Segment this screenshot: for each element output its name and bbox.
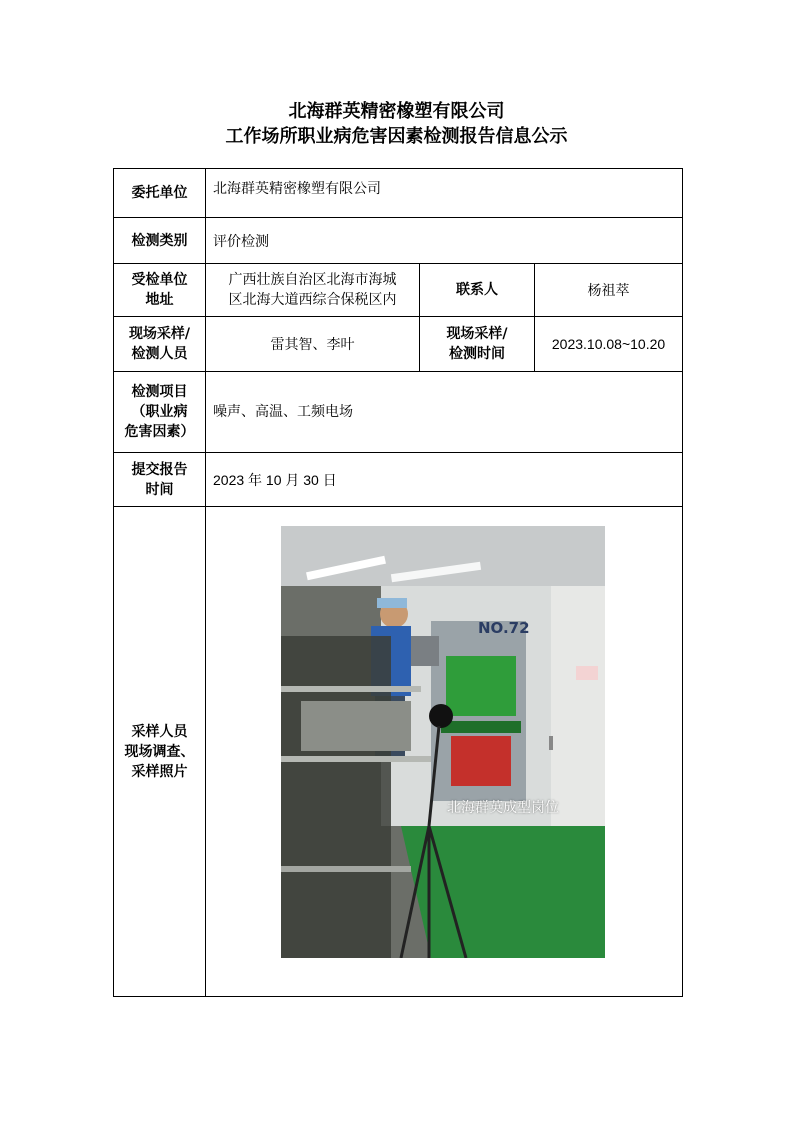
address-label-line1: 受检单位 [131, 272, 188, 288]
row-report-date [114, 453, 683, 507]
photo-label-line1: 采样人员 [131, 723, 188, 740]
sampling-staff-label-line1: 现场采样/ [128, 326, 191, 342]
machine-number-tag: NO.72 [478, 619, 530, 637]
address-label-line2: 地址 [145, 292, 174, 308]
row-address [114, 264, 683, 317]
client-label: 委托单位 [114, 169, 206, 218]
items-label-line2: （职业病 [131, 404, 188, 420]
company-title: 北海群英精密橡塑有限公司 [288, 101, 505, 122]
row-client [114, 169, 683, 218]
photo-label-line2: 现场调查、 [124, 743, 195, 760]
category-value: 评价检测 [206, 218, 683, 264]
row-photo [114, 507, 683, 997]
sampling-staff-value: 雷其智、李叶 [206, 317, 420, 372]
report-date-label-line1: 提交报告 [131, 461, 188, 478]
report-date-label [114, 453, 206, 507]
address-value-line2: 区北海大道西综合保税区内 [228, 292, 397, 308]
row-sampling [114, 317, 683, 372]
items-label [114, 372, 206, 453]
address-value [206, 264, 420, 317]
contact-label: 联系人 [420, 264, 535, 317]
category-label: 检测类别 [114, 218, 206, 264]
sampling-time-label-line1: 现场采样/ [446, 326, 508, 342]
report-date-label-line2: 时间 [145, 481, 174, 498]
client-value: 北海群英精密橡塑有限公司 [206, 169, 683, 218]
items-label-line3: 危害因素） [124, 424, 195, 440]
address-label [114, 264, 206, 317]
report-date-value: 2023 年 10 月 30 日 [206, 453, 683, 507]
site-photo-drawing [281, 526, 605, 958]
info-table [113, 168, 683, 997]
row-items [114, 372, 683, 453]
sampling-staff-label-line2: 检测人员 [131, 346, 188, 362]
site-photo [281, 526, 605, 958]
row-category [114, 218, 683, 264]
photo-label [114, 507, 206, 997]
contact-value: 杨祖萃 [535, 264, 683, 317]
report-title: 工作场所职业病危害因素检测报告信息公示 [225, 126, 568, 147]
items-value: 噪声、高温、工频电场 [206, 372, 683, 453]
address-value-line1: 广西壮族自治区北海市海城 [228, 272, 397, 288]
photo-label-line3: 采样照片 [131, 763, 188, 780]
photo-watermark: 北海群英成型岗位 [447, 800, 559, 816]
photo-cell [206, 507, 683, 997]
items-label-line1: 检测项目 [131, 384, 188, 400]
sampling-staff-label [114, 317, 206, 372]
sampling-time-label-line2: 检测时间 [449, 346, 505, 362]
sampling-time-value: 2023.10.08~10.20 [535, 317, 683, 372]
sampling-time-label [420, 317, 535, 372]
